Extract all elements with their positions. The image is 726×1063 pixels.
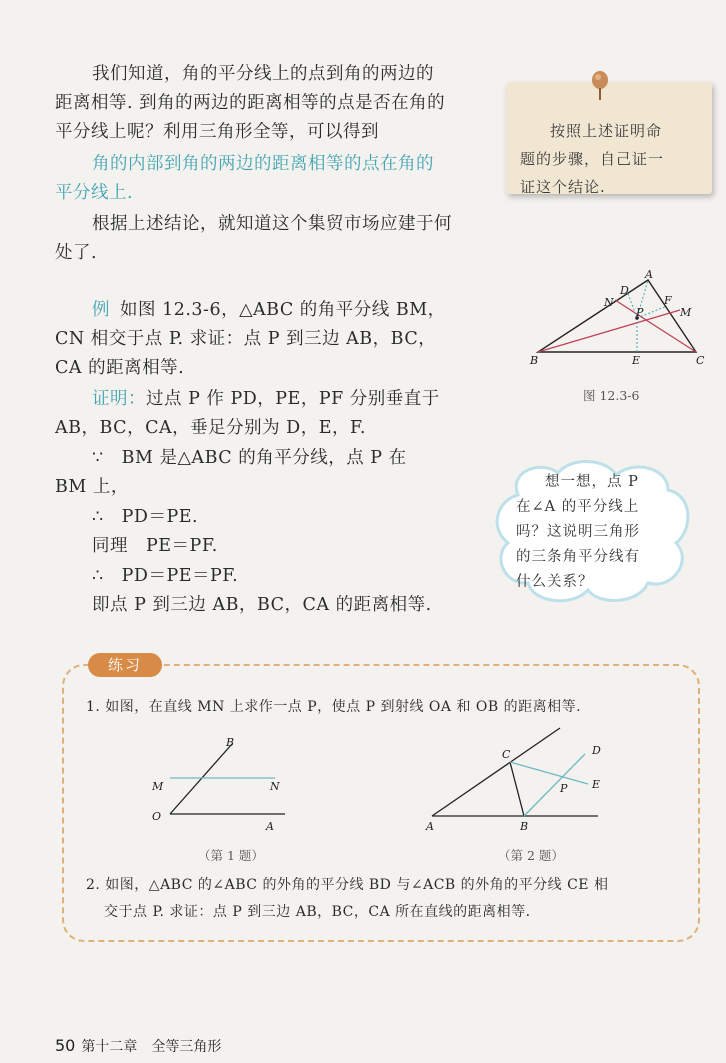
- page-footer: [55, 1036, 221, 1056]
- paragraph-line: 我们知道，角的平分线上的点到角的两边的: [92, 64, 434, 84]
- label-A: A: [426, 820, 434, 833]
- thought-line: 什么关系？: [516, 574, 594, 590]
- label-M: M: [680, 306, 692, 319]
- paragraph-line: 处了.: [55, 243, 98, 263]
- thought-line: 的三条角平分线有: [516, 549, 640, 565]
- pin-icon: [590, 70, 610, 102]
- label-D: D: [620, 284, 629, 297]
- note-line: 证这个结论.: [520, 178, 606, 196]
- note-line: 题的步骤，自己证一: [520, 150, 665, 168]
- exercise-figure-1: [140, 732, 300, 832]
- figure-caption-2: （第 2 题）: [498, 848, 564, 863]
- proof-line: ∴ PD＝PE.: [92, 507, 199, 527]
- note-line: 按照上述证明命: [550, 122, 663, 140]
- example-line: CN 相交于点 P. 求证：点 P 到三边 AB，BC，: [55, 329, 437, 349]
- label-D: D: [592, 744, 601, 757]
- proof-line: AB，BC，CA，垂足分别为 D，E，F.: [55, 418, 366, 438]
- label-B: B: [530, 354, 539, 367]
- proof-line: ∵ BM 是△ABC 的角平分线，点 P 在: [92, 448, 407, 468]
- label-A: A: [266, 820, 274, 832]
- paragraph-line: 平分线上呢？利用三角形全等，可以得到: [55, 122, 379, 142]
- conclusion-line: 平分线上.: [55, 183, 134, 203]
- label-P: P: [560, 782, 568, 795]
- exercise-figure-2: [420, 726, 620, 836]
- label-N: N: [604, 296, 614, 309]
- label-B: B: [226, 736, 235, 749]
- proof-text: 过点 P 作 PD，PE，PF 分别垂直于: [146, 389, 440, 409]
- label-N: N: [270, 780, 280, 793]
- label-M: M: [152, 780, 164, 793]
- label-B: B: [520, 820, 529, 833]
- label-C: C: [502, 748, 511, 761]
- note-text: [520, 117, 700, 201]
- thought-line: 在∠A 的平分线上: [516, 499, 640, 515]
- exercise-item-2-cont: 交于点 P. 求证：点 P 到三边 AB，BC，CA 所在直线的距离相等.: [104, 904, 531, 920]
- label-O: O: [152, 810, 162, 823]
- proof-label: 证明：: [92, 389, 146, 409]
- exercise-item-2: 2. 如图，△ABC 的∠ABC 的外角的平分线 BD 与∠ACB 的外角的平分线 CE 相: [86, 877, 609, 893]
- figure-caption: 图 12.3-6: [583, 388, 640, 403]
- example-line: [92, 296, 446, 325]
- label-A: A: [645, 268, 653, 281]
- proof-line: BM 上，: [55, 477, 129, 497]
- thought-line: 吗？这说明三角形: [516, 524, 640, 540]
- paragraph-line: 距离相等. 到角的两边的距离相等的点是否在角的: [55, 93, 446, 113]
- thought-line: 想一想，点 P: [545, 474, 639, 490]
- exercise-tag: 练习: [88, 653, 162, 677]
- proof-line: ∴ PD＝PE＝PF.: [92, 566, 239, 586]
- proof-line: 即点 P 到三边 AB，BC，CA 的距离相等.: [92, 595, 432, 615]
- label-F: F: [664, 294, 672, 307]
- label-E: E: [632, 354, 641, 367]
- proof-line: [92, 385, 440, 414]
- page-number: 50: [55, 1036, 76, 1055]
- figure-caption-1: （第 1 题）: [198, 848, 264, 863]
- label-E: E: [592, 778, 601, 791]
- example-text: 如图 12.3-6，△ABC 的角平分线 BM，: [120, 300, 446, 320]
- chapter-title: 第十二章 全等三角形: [81, 1039, 222, 1055]
- exercise-item-1: 1. 如图，在直线 MN 上求作一点 P，使点 P 到射线 OA 和 OB 的距离相等.: [86, 699, 582, 715]
- conclusion-line: 角的内部到角的两边的距离相等的点在角的: [92, 154, 434, 174]
- label-P: P: [636, 306, 644, 319]
- example-label: 例: [92, 300, 110, 320]
- label-C: C: [696, 354, 705, 367]
- thought-text: [516, 470, 676, 595]
- example-line: CA 的距离相等.: [55, 358, 185, 378]
- paragraph-line: 根据上述结论，就知道这个集贸市场应建于何: [92, 214, 452, 234]
- proof-line: 同理 PE＝PF.: [92, 536, 218, 556]
- triangle-figure: [520, 266, 710, 376]
